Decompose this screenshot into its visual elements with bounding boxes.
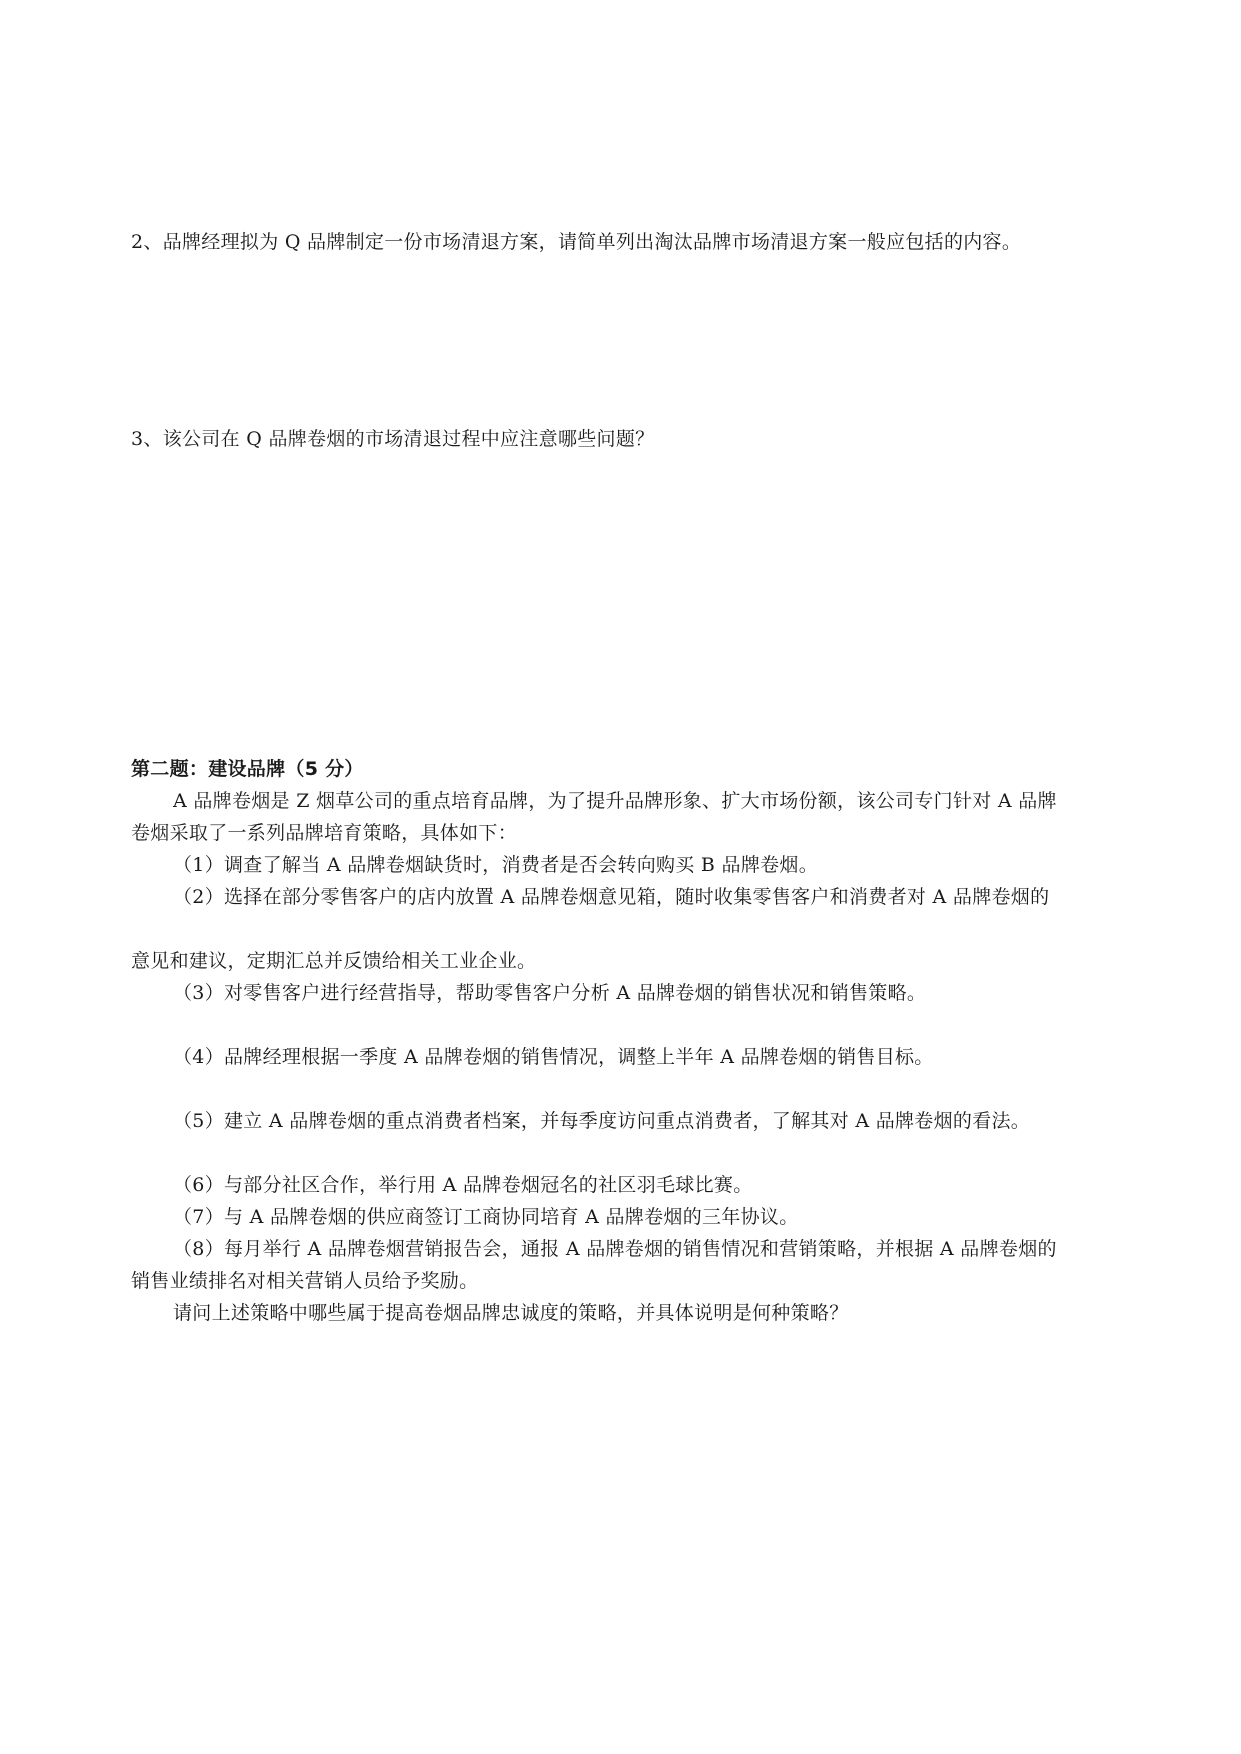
- strategy-item-7: （7）与 A 品牌卷烟的供应商签订工商协同培育 A 品牌卷烟的三年协议。: [173, 1206, 799, 1228]
- strategy-item-1: （1）调查了解当 A 品牌卷烟缺货时，消费者是否会转向购买 B 品牌卷烟。: [173, 854, 819, 876]
- section-2-intro-line-2: 卷烟采取了一系列品牌培育策略，具体如下：: [131, 822, 518, 844]
- section-2-intro-line-1: A 品牌卷烟是 Z 烟草公司的重点培育品牌，为了提升品牌形象、扩大市场份额，该公司专门针对 A 品牌: [173, 790, 1057, 812]
- section-2-title: 第二题：建设品牌（5 分）: [131, 758, 364, 780]
- strategy-item-2-line-1: （2）选择在部分零售客户的店内放置 A 品牌卷烟意见箱，随时收集零售客户和消费者对 A 品牌卷烟的: [173, 886, 1050, 908]
- strategy-item-8-line-1: （8）每月举行 A 品牌卷烟营销报告会，通报 A 品牌卷烟的销售情况和营销策略，并根据 A 品牌卷烟的: [173, 1238, 1057, 1260]
- strategy-item-8-line-2: 销售业绩排名对相关营销人员给予奖励。: [131, 1270, 479, 1292]
- section-2-question: 请问上述策略中哪些属于提高卷烟品牌忠诚度的策略，并具体说明是何种策略？: [173, 1302, 849, 1324]
- question-2: 2、品牌经理拟为 Q 品牌制定一份市场清退方案，请简单列出淘汰品牌市场清退方案一般应包括的内容。: [131, 231, 1022, 253]
- strategy-item-2-line-2: 意见和建议，定期汇总并反馈给相关工业企业。: [131, 950, 537, 972]
- strategy-item-3: （3）对零售客户进行经营指导，帮助零售客户分析 A 品牌卷烟的销售状况和销售策略。: [173, 982, 927, 1004]
- question-3: 3、该公司在 Q 品牌卷烟的市场清退过程中应注意哪些问题？: [131, 428, 655, 450]
- strategy-item-5: （5）建立 A 品牌卷烟的重点消费者档案，并每季度访问重点消费者，了解其对 A 品牌卷烟的看法。: [173, 1110, 1031, 1132]
- strategy-item-6: （6）与部分社区合作，举行用 A 品牌卷烟冠名的社区羽毛球比赛。: [173, 1174, 753, 1196]
- strategy-item-4: （4）品牌经理根据一季度 A 品牌卷烟的销售情况，调整上半年 A 品牌卷烟的销售目标。: [173, 1046, 934, 1068]
